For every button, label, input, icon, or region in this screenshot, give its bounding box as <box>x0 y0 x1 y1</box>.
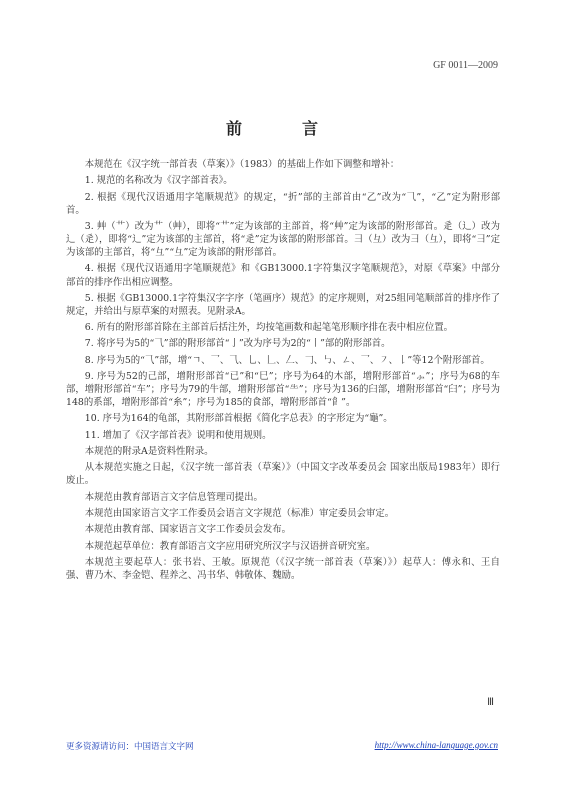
page-title: 前 言 <box>225 119 340 138</box>
paragraph-item-4: 4. 根据《现代汉语通用字笔顺规范》和《GB13000.1字符集汉字笔顺规范》，对原《草案》中部分部首的排序作出相应调整。 <box>66 263 500 288</box>
paragraph-item-3: 3. 艸（艹）改为艹（艸），即将“艹”定为该部的主部首，将“艸”定为该部的附形部首。辵（辶）改为辶（辵），即将“辶”定为该部的主部首，将“辵”定为该部的附形部首。彐（彑）改为彐（彑），即将“彐”定为该部的主部首，将“彑”“彑”定为该部的附形部首。 <box>66 220 500 259</box>
footer-website-link[interactable]: http://www.china-language.gov.cn <box>374 740 498 750</box>
paragraph-item-8: 8. 序号为5的“⺄”部，增“ㄱ、⺂、⺄、乚、𠃊、𠃋、𠃌、㇉、ㄥ、乛、㇇、𠄌”等12个附形部首。 <box>84 354 490 366</box>
paragraph-issued-by: 本规范由教育部、国家语言文字工作委员会发布。 <box>84 524 292 536</box>
footer-site-name[interactable]: 中国语言文字网 <box>134 742 194 752</box>
paragraph-item-7: 7. 将序号为5的“⺄”部的附形部首“亅”改为序号为2的“丨”部的附形部首。 <box>84 338 391 350</box>
paragraph-item-6: 6. 所有的附形部首除在主部首后括注外，均按笔画数和起笔笔形顺序排在表中相应位置。 <box>84 322 453 334</box>
paragraph-drafters: 本规范主要起草人：张书岩、王敏。原规范（《汉字统一部首表（草案）》）起草人：傅永和、王自强、曹乃木、李金铠、程养之、冯书华、韩敬体、魏励。 <box>66 556 500 581</box>
paragraph-item-1: 1. 规范的名称改为《汉字部首表》。 <box>84 175 233 187</box>
standard-code: GF 0011—2009 <box>433 60 498 71</box>
preface-body <box>66 158 500 585</box>
paragraph-item-9: 9. 序号为52的己部，增附形部首“已”和“巳”；序号为64的木部，增附形部首“⺗”；序号为68的车部，增附形部首“⻋”；序号为79的牛部，增附形部首“⺧”；序号为136的臼部，增附形部首“𦥑”；序号为148的系部，增附形部首“糸”；序号为185的食部，增附形部首“𩙿”。 <box>66 371 500 409</box>
paragraph-item-5: 5. 根据《GB13000.1字符集汉字字序（笔画序）规范》的定序规则，对25组同笔顺部首的排序作了规定，并给出与原草案的对照表。见附录A。 <box>66 292 500 317</box>
paragraph-item-10: 10. 序号为164的龟部，其附形部首根据《简化字总表》的字形定为“龜”。 <box>84 413 393 425</box>
paragraph-reviewed-by: 本规范由国家语言文字工作委员会语言文字规范（标准）审定委员会审定。 <box>84 507 395 519</box>
paragraph-repeal-note: 从本规范实施之日起，《汉字统一部首表（草案）》（中国文字改革委员会 国家出版局1983年）即行废止。 <box>66 462 500 487</box>
paragraph-appendix-note: 本规范的附录A是资料性附录。 <box>84 446 214 458</box>
footer-prefix: 更多资源请访问： <box>66 742 135 752</box>
paragraph-item-11: 11. 增加了《汉字部首表》说明和使用规则。 <box>84 429 272 441</box>
paragraph-intro: 本规范在《汉字统一部首表（草案）》（1983）的基础上作如下调整和增补： <box>84 159 400 170</box>
paragraph-proposed-by: 本规范由教育部语言文字信息管理司提出。 <box>84 491 263 503</box>
paragraph-drafting-unit: 本规范起草单位：教育部语言文字应用研究所汉字与汉语拼音研究室。 <box>84 540 376 552</box>
footer-resource-note <box>66 740 194 752</box>
page-number: Ⅲ <box>487 697 494 708</box>
paragraph-item-2: 2. 根据《现代汉语通用字笔顺规范》的规定，“折”部的主部首由“乙”改为“⺄”，“乙”定为附形部首。 <box>66 191 500 216</box>
